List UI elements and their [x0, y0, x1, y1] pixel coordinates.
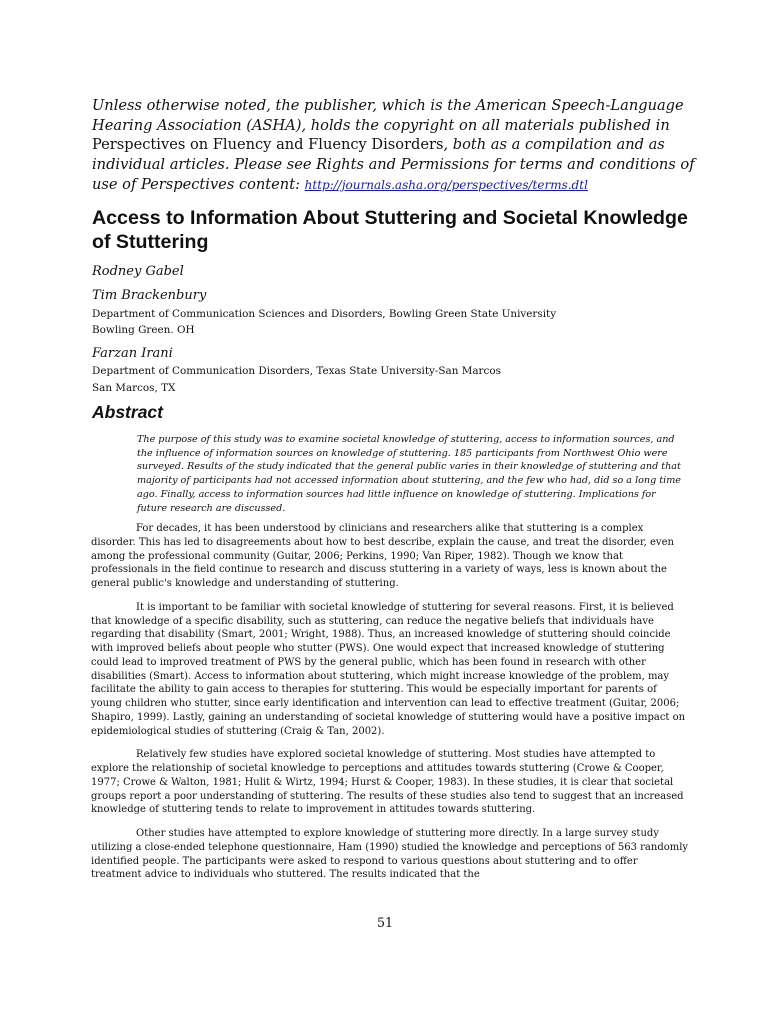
author-location: Bowling Green. OH: [92, 324, 195, 336]
abstract-heading: Abstract: [92, 402, 163, 422]
body-paragraph: Relatively few studies have explored societal knowledge of stuttering. Most studies have attempted to explore the relationship of societal knowledge to perceptions and attitudes towards stuttering (Crowe & Cooper, 1977; Crowe & Walton, 1981; Hulit & Wirtz, 1994; Hurst & Cooper, 1983). In these studies, it is clear that societal groups report a poor understanding of stuttering. The results of these studies also tend to suggest that an increased knowledge of stuttering tends to relate to improvement in attitudes towards stuttering.: [91, 749, 684, 816]
journal-name: Perspectives on Fluency and Fluency Disorders: [92, 136, 444, 154]
author-affiliation: Department of Communication Sciences and Disorders, Bowling Green State University: [92, 308, 557, 320]
author-name: Rodney Gabel: [92, 264, 184, 279]
copyright-notice: [92, 96, 704, 196]
body-paragraph: Other studies have attempted to explore knowledge of stuttering more directly. In a large survey study utilizing a close-ended telephone questionnaire, Ham (1990) studied the knowledge and perceptions of 563 randomly identified people. The participants were asked to respond to various questions about stuttering and to offer treatment advice to individuals who stuttered. The results indicated that the: [91, 828, 689, 881]
page-number: 51: [376, 915, 394, 930]
article-body: [91, 522, 689, 892]
author-name: Tim Brackenbury: [92, 288, 207, 303]
body-paragraph: It is important to be familiar with societal knowledge of stuttering for several reasons. First, it is believed that knowledge of a specific disability, such as stuttering, can reduce the negative beliefs that individuals have regarding that disability (Smart, 2001; Wright, 1988). Thus, an increased knowledge of stuttering should coincide with improved beliefs about people who stutter (PWS). One would expect that increased knowledge of stuttering could lead to improved treatment of PWS by the general public, which has been found in research with other disabilities (Smart). Access to information about stuttering, which might increase knowledge of the problem, may facilitate the ability to gain access to therapies for stuttering. This would be especially important for parents of young children who stutter, since early identification and intervention can lead to effective treatment (Guitar, 2006; Shapiro, 1999). Lastly, gaining an understanding of societal knowledge of stuttering would have a positive impact on epidemiological studies of stuttering (Craig & Tan, 2002).: [91, 601, 686, 737]
copyright-lead: Unless otherwise noted, the publisher, which is the American Speech-Language Hearing Association (ASHA), holds the copyright on all materials published in: [92, 97, 684, 134]
article-title: Access to Information About Stuttering and Societal Knowledge of Stuttering: [92, 207, 688, 253]
body-paragraph: For decades, it has been understood by clinicians and researchers alike that stuttering is a complex disorder. This has led to disagreements about how to best describe, explain the cause, and treat the disorder, even among the professional community (Guitar, 2006; Perkins, 1990; Van Riper, 1982). Though we know that professionals in the field continue to research and discuss stuttering in a variety of ways, less is known about the general public's knowledge and understanding of stuttering.: [91, 523, 674, 589]
author-affiliation: Department of Communication Disorders, Texas State University-San Marcos: [92, 365, 501, 377]
abstract-text: The purpose of this study was to examine societal knowledge of stuttering, access to information sources, and the influence of information sources on knowledge of stuttering. 185 participants from Northwest Ohio were surveyed. Results of the study indicated that the general public varies in their knowledge of stuttering and that majority of participants had not accessed information about stuttering, and the few who had, did so a long time ago. Finally, access to information sources had little influence on knowledge of stuttering. Implications for future research are discussed.: [137, 434, 681, 514]
author-name: Farzan Irani: [92, 346, 173, 361]
terms-link[interactable]: http://journals.asha.org/perspectives/terms.dtl: [304, 177, 588, 192]
author-location: San Marcos, TX: [92, 382, 176, 394]
copyright-middle: , both as a compilation and as individual articles. Please see Rights and Permissions for terms and conditions of use of Perspectives content:: [92, 136, 695, 193]
